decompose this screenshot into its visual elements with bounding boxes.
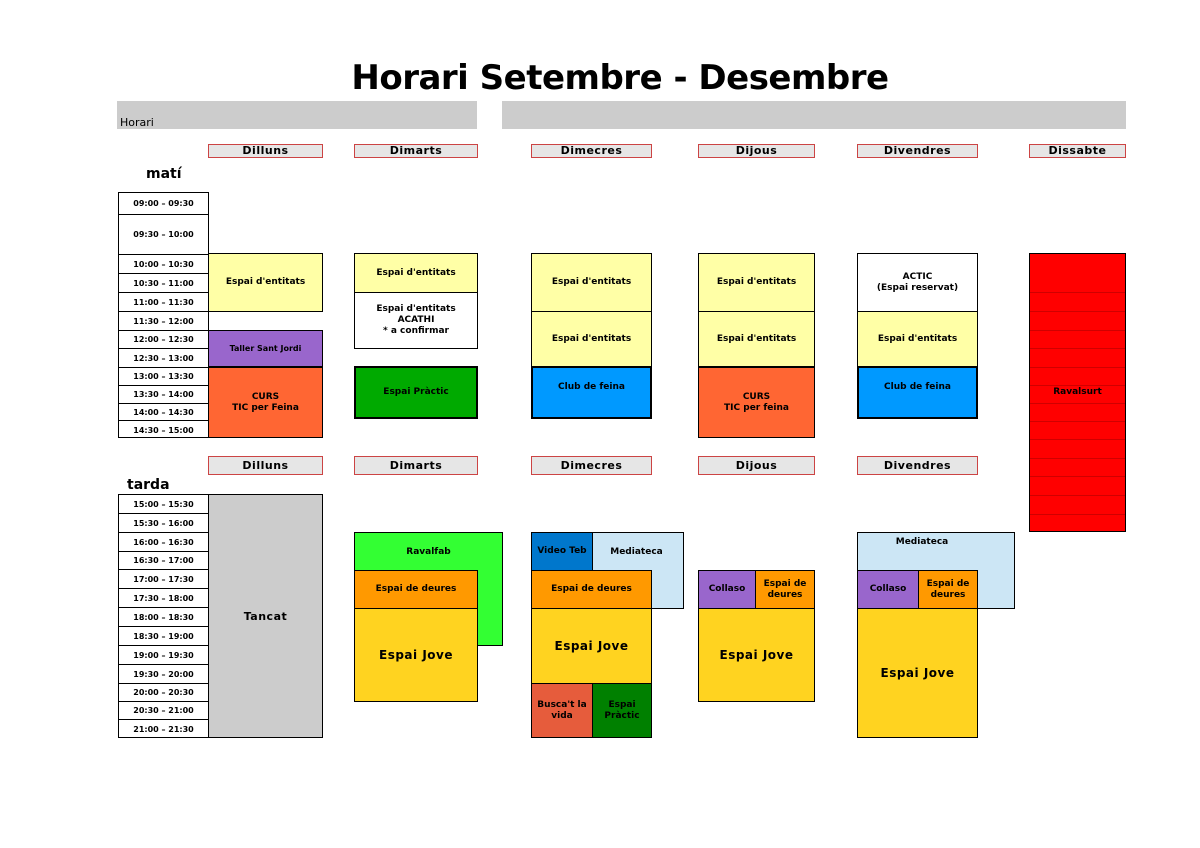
event-line: deures <box>767 589 803 600</box>
day-header-wednesday-pm: Dimecres <box>531 456 652 475</box>
time-slot: 11:30 – 12:00 <box>119 312 208 331</box>
event-line: Pràctic <box>604 710 640 721</box>
event-tuesday-acathi <box>354 292 478 349</box>
divider <box>1030 367 1125 368</box>
event-line: Espai de <box>763 578 807 589</box>
event-line: vida <box>551 710 573 721</box>
event-tuesday-espai-jove: Espai Jove <box>354 608 478 702</box>
divider <box>1030 292 1125 293</box>
event-tuesday-ravalfab: Ravalfab <box>354 532 503 646</box>
event-thursday-collaso: Collaso <box>698 570 756 609</box>
day-header-tuesday: Dimarts <box>354 144 478 158</box>
event-wednesday-club-de-feina: Club de feina <box>531 366 652 419</box>
divider <box>1030 385 1125 386</box>
event-line: TIC per feina <box>724 402 789 413</box>
page-title: Horari Setembre - Desembre <box>351 58 889 98</box>
divider <box>1030 439 1125 440</box>
event-thursday-espai-entitats-2: Espai d'entitats <box>698 311 815 367</box>
event-tuesday-espai-entitats: Espai d'entitats <box>354 253 478 293</box>
day-header-friday-pm: Divendres <box>857 456 978 475</box>
event-wednesday-espai-entitats-1: Espai d'entitats <box>531 253 652 312</box>
time-slot: 14:30 – 15:00 <box>133 425 194 435</box>
event-line: TIC per Feina <box>232 402 299 413</box>
event-line: ACATHI <box>397 315 435 325</box>
event-wednesday-video-teb: Video Teb <box>531 532 593 571</box>
event-line: Espai <box>608 699 636 710</box>
event-wednesday-mediateca: Mediateca <box>531 532 684 609</box>
time-slot: 18:00 – 18:30 <box>119 608 208 627</box>
time-slot: 17:00 – 17:30 <box>119 570 208 589</box>
time-slot: 09:00 – 09:30 <box>119 193 208 215</box>
time-slot: 15:00 – 15:30 <box>119 495 208 514</box>
divider <box>1030 421 1125 422</box>
time-slot: 10:30 – 11:00 <box>119 274 208 293</box>
day-header-thursday: Dijous <box>698 144 815 158</box>
divider <box>1030 311 1125 312</box>
event-tuesday-espai-deures: Espai de deures <box>354 570 478 609</box>
event-label: Ravalsurt <box>1053 387 1102 397</box>
day-header-wednesday: Dimecres <box>531 144 652 158</box>
event-saturday-ravalsurt <box>1029 253 1126 532</box>
time-slot: 11:00 – 11:30 <box>119 293 208 312</box>
time-slot: 09:30 – 10:00 <box>119 215 208 255</box>
event-thursday-espai-entitats-1: Espai d'entitats <box>698 253 815 312</box>
day-header-saturday: Dissabte <box>1029 144 1126 158</box>
event-thursday-espai-deures <box>755 570 815 609</box>
section-label-afternoon: tarda <box>127 477 170 493</box>
event-line: CURS <box>251 391 280 402</box>
time-slot: 20:30 – 21:00 <box>119 702 208 720</box>
time-slot: 17:30 – 18:00 <box>119 589 208 608</box>
divider <box>1030 476 1125 477</box>
time-slot: 18:30 – 19:00 <box>119 627 208 646</box>
event-friday-espai-deures <box>918 570 978 609</box>
divider <box>1030 403 1125 404</box>
event-tuesday-espai-practic: Espai Pràctic <box>354 366 478 419</box>
event-line: Busca't la <box>537 699 587 710</box>
event-line: * a confirmar <box>383 326 449 336</box>
time-slot: 12:00 – 12:30 <box>119 331 208 349</box>
event-line: ACTIC <box>902 271 933 282</box>
section-label-morning: matí <box>146 166 182 182</box>
day-header-monday: Dilluns <box>208 144 323 158</box>
time-slot: 21:00 – 21:30 <box>133 725 194 734</box>
event-friday-actic <box>857 253 978 312</box>
time-slot: 19:30 – 20:00 <box>119 665 208 684</box>
morning-time-column <box>118 192 209 438</box>
day-header-thursday-pm: Dijous <box>698 456 815 475</box>
divider <box>1030 514 1125 515</box>
event-friday-espai-entitats: Espai d'entitats <box>857 311 978 367</box>
event-line: deures <box>930 589 966 600</box>
time-slot: 15:30 – 16:00 <box>119 514 208 533</box>
event-thursday-espai-jove: Espai Jove <box>698 608 815 702</box>
event-monday-curs-tic <box>208 367 323 438</box>
event-friday-collaso: Collaso <box>857 570 919 609</box>
time-slot: 14:00 – 14:30 <box>119 404 208 421</box>
time-slot: 16:30 – 17:00 <box>119 552 208 570</box>
day-header-monday-pm: Dilluns <box>208 456 323 475</box>
event-wednesday-espai-entitats-2: Espai d'entitats <box>531 311 652 367</box>
event-monday-tancat: Tancat <box>208 494 323 738</box>
event-friday-club-de-feina: Club de feina <box>857 366 978 419</box>
event-line: CURS <box>742 391 771 402</box>
divider <box>1030 348 1125 349</box>
afternoon-time-column <box>118 494 209 738</box>
divider <box>1030 495 1125 496</box>
day-header-friday: Divendres <box>857 144 978 158</box>
event-thursday-curs-tic <box>698 367 815 438</box>
time-slot: 20:00 – 20:30 <box>119 684 208 702</box>
time-slot: 19:00 – 19:30 <box>119 646 208 665</box>
event-line: Espai d'entitats <box>376 304 456 314</box>
event-line: (Espai reservat) <box>876 282 959 293</box>
time-slot: 13:30 – 14:00 <box>119 386 208 404</box>
event-wednesday-busca-la-vida <box>531 683 593 738</box>
time-slot: 16:00 – 16:30 <box>119 533 208 552</box>
event-wednesday-espai-jove: Espai Jove <box>531 608 652 685</box>
event-friday-mediateca: Mediateca <box>857 532 1015 609</box>
event-wednesday-espai-practic <box>592 683 652 738</box>
event-monday-taller-sant-jordi: Taller Sant Jordi <box>208 330 323 367</box>
horari-label: Horari <box>120 116 154 129</box>
day-header-tuesday-pm: Dimarts <box>354 456 478 475</box>
divider <box>1030 330 1125 331</box>
event-wednesday-espai-deures: Espai de deures <box>531 570 652 609</box>
event-friday-espai-jove: Espai Jove <box>857 608 978 738</box>
event-monday-espai-entitats: Espai d'entitats <box>208 253 323 312</box>
header-bar-right <box>502 101 1126 129</box>
time-slot: 12:30 – 13:00 <box>119 349 208 368</box>
event-line: Espai de <box>926 578 970 589</box>
header-bar-left <box>117 101 477 129</box>
time-slot: 13:00 – 13:30 <box>119 368 208 386</box>
time-slot: 10:00 – 10:30 <box>119 255 208 274</box>
divider <box>1030 458 1125 459</box>
